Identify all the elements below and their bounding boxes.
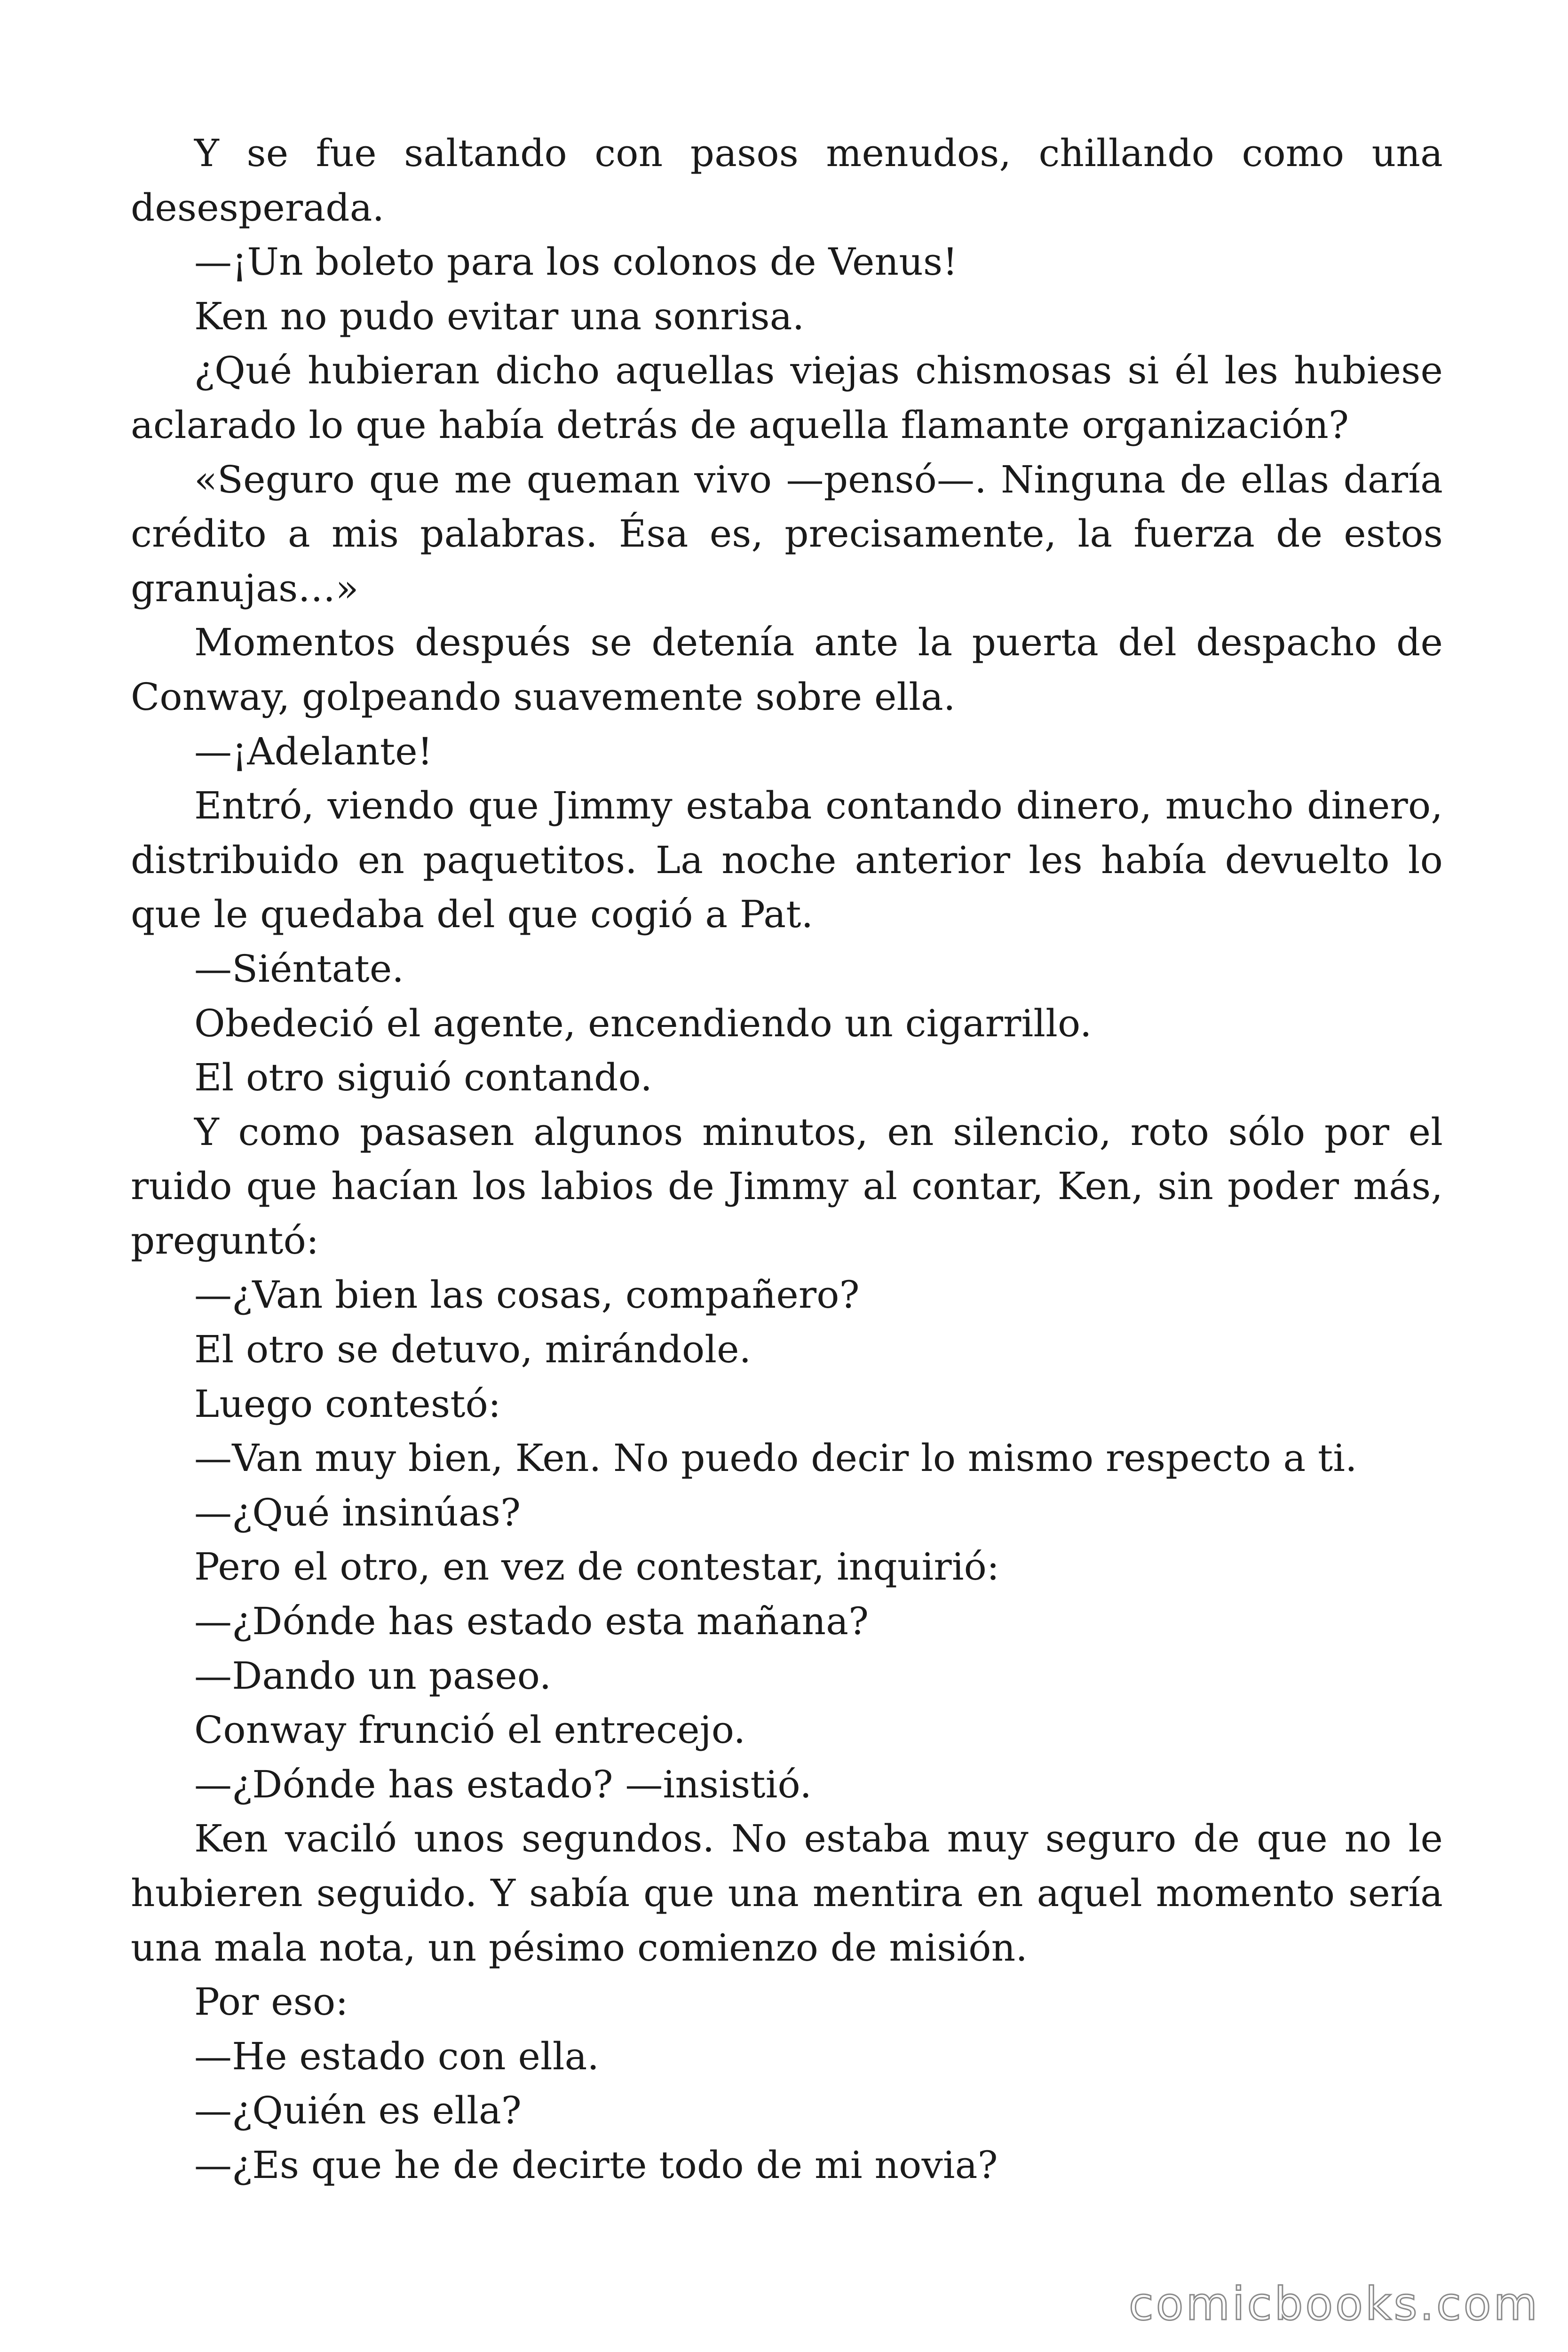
paragraph: Obedeció el agente, encendiendo un cigarrillo. [194, 1001, 1092, 1045]
paragraph: —Siéntate. [194, 946, 404, 991]
paragraph: —Dando un paseo. [194, 1653, 552, 1698]
paragraph: Luego contestó: [194, 1382, 501, 1426]
paragraph: Momentos después se detenía ante la puerta del despacho de Conway, golpeando suavemente sobre ella. [131, 620, 1443, 719]
paragraph: Ken vaciló unos segundos. No estaba muy seguro de que no le hubieren seguido. Y sabía que una mentira en aquel momento sería una mala nota, un pésimo comienzo de misión. [131, 1817, 1443, 1970]
paragraph: El otro siguió contando. [194, 1056, 653, 1100]
paragraph: Y como pasasen algunos minutos, en silencio, roto sólo por el ruido que hacían los labios de Jimmy al contar, Ken, sin poder más, preguntó: [131, 1110, 1443, 1263]
paragraph: ¿Qué hubieran dicho aquellas viejas chismosas si él les hubiese aclarado lo que había detrás de aquella flamante organización? [131, 349, 1443, 447]
paragraph: —¿Es que he de decirte todo de mi novia? [194, 2143, 998, 2187]
paragraph: —Van muy bien, Ken. No puedo decir lo mismo respecto a ti. [194, 1436, 1357, 1480]
paragraph: —¿Quién es ella? [194, 2089, 522, 2133]
paragraph: Y se fue saltando con pasos menudos, chillando como una desesperada. [131, 131, 1443, 230]
paragraph: Por eso: [194, 1980, 348, 2024]
paragraph: —¿Van bien las cosas, compañero? [194, 1273, 860, 1317]
paragraph: —¿Dónde has estado esta mañana? [194, 1599, 869, 1644]
text-column [131, 126, 1443, 2193]
paragraph: Conway frunció el entrecejo. [194, 1708, 746, 1752]
paragraph: El otro se detuvo, mirándole. [194, 1327, 752, 1372]
paragraph: —He estado con ella. [194, 2034, 600, 2078]
paragraph: Ken no pudo evitar una sonrisa. [194, 294, 805, 338]
paragraph: Entró, viendo que Jimmy estaba contando dinero, mucho dinero, distribuido en paquetitos. La noche anterior les había devuelto lo que le quedaba del que cogió a Pat. [131, 784, 1443, 937]
paragraph: «Seguro que me queman vivo —pensó—. Ninguna de ellas daría crédito a mis palabras. Ésa es, precisamente, la fuerza de estos granujas…» [131, 457, 1443, 610]
paragraph: —¿Dónde has estado? —insistió. [194, 1762, 812, 1806]
paragraph: —¡Adelante! [194, 729, 433, 773]
paragraph: —¿Qué insinúas? [194, 1490, 521, 1534]
watermark-text: comicbooks.com [1128, 2278, 1540, 2330]
paragraph: —¡Un boleto para los colonos de Venus! [194, 240, 958, 284]
paragraph: Pero el otro, en vez de contestar, inquirió: [194, 1545, 1000, 1589]
